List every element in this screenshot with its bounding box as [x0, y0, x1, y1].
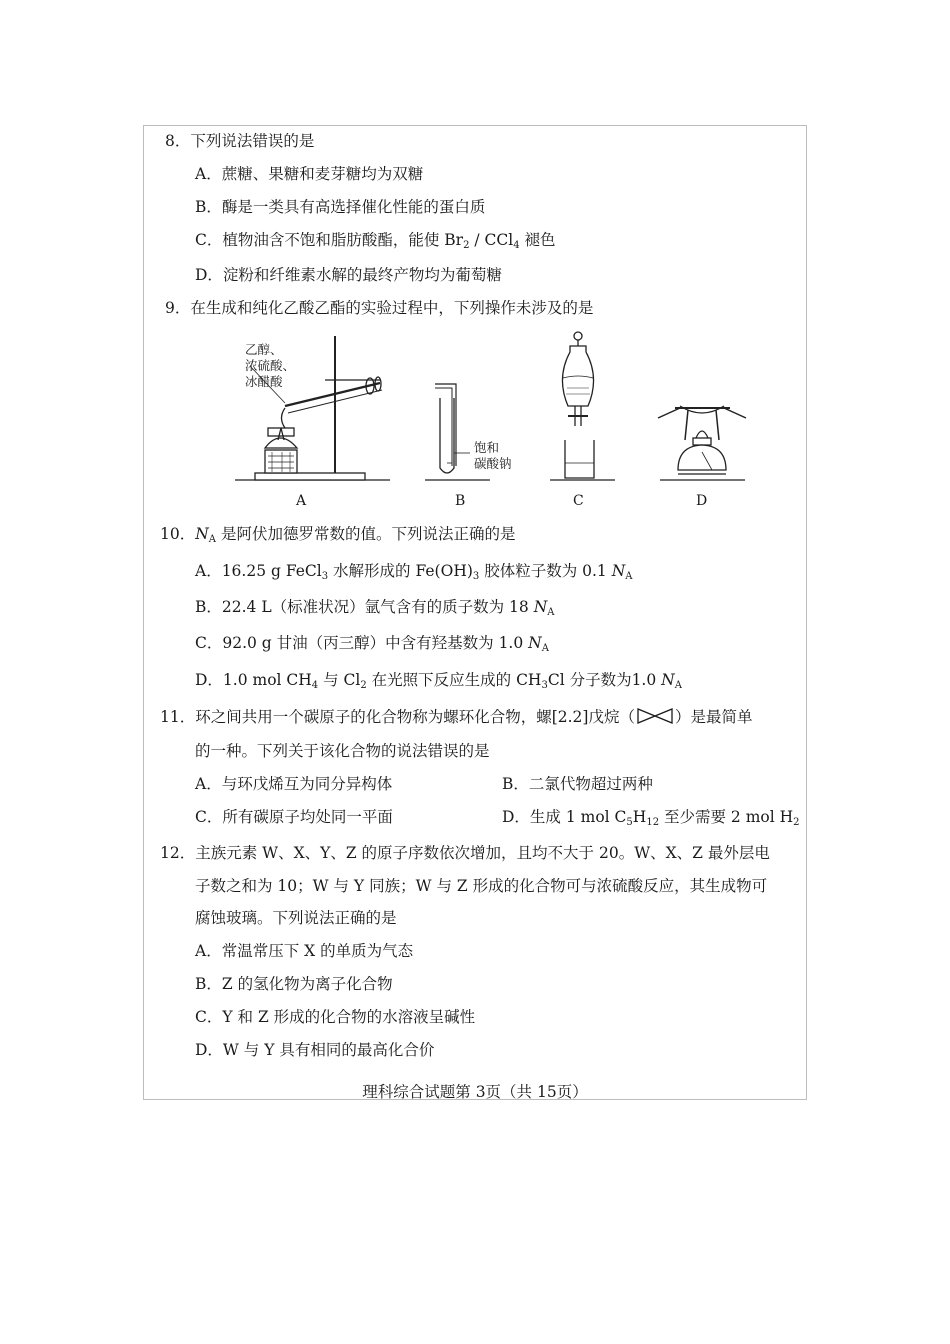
- q12-stem-line-3: 腐蚀玻璃。下列说法正确的是: [195, 909, 397, 927]
- q12-option-a: A．常温常压下 X 的单质为气态: [195, 942, 414, 960]
- caption-c: C: [573, 493, 584, 509]
- q10-option-a: A．16.25 g FeCl$_3$ 水解形成的 $Fe(OH)_3$ 胶体粒子数为 0.1 $N_A$: [195, 562, 633, 582]
- q9-stem: 9．在生成和纯化乙酸乙酯的实验过程中，下列操作未涉及的是: [165, 299, 594, 317]
- label-a-reagent-1: 乙醇、: [245, 342, 283, 357]
- q8-option-d: D．淀粉和纤维素水解的最终产物均为葡萄糖: [195, 266, 502, 284]
- label-a-reagent-2: 浓硫酸、: [245, 358, 296, 373]
- q10-option-d: D．1.0 mol $CH_4$ 与 $Cl_2$ 在光照下反应生成的 $CH_3Cl$ 分子数为1.0 $N_A$: [195, 671, 682, 691]
- caption-d: D: [696, 493, 708, 509]
- q12-option-d: D．W 与 Y 具有相同的最高化合价: [195, 1041, 435, 1059]
- q8-option-b: B．酶是一类具有高选择催化性能的蛋白质: [195, 198, 486, 216]
- spiropentane-structure-icon: [635, 707, 675, 725]
- label-b-reagent-2: 碳酸钠: [474, 456, 512, 471]
- q12-option-c: C．Y 和 Z 形成的化合物的水溶液呈碱性: [195, 1008, 476, 1026]
- caption-a: A: [296, 493, 307, 509]
- q12-option-b: B．Z 的氢化物为离子化合物: [195, 975, 393, 993]
- q8-option-a: A．蔗糖、果糖和麦芽糖均为双糖: [195, 165, 424, 183]
- q10-option-b: B．22.4 L（标准状况）氩气含有的质子数为 18 $N_A$: [195, 598, 555, 618]
- page-footer: 理科综合试题第 3页（共 15页）: [362, 1083, 588, 1101]
- q8-stem: 8．下列说法错误的是: [165, 132, 315, 150]
- q11-option-c: C．所有碳原子均处同一平面: [195, 808, 393, 826]
- q10-stem: 10．$N_A$ 是阿伏加德罗常数的值。下列说法正确的是: [160, 525, 516, 545]
- apparatus-c-drawing: [550, 332, 615, 480]
- q8-option-c: C．植物油含不饱和脂肪酸酯，能使 $Br_2 / CCl_4$ 褪色: [195, 231, 556, 251]
- q12-stem-line-1: 12．主族元素 W、X、Y、Z 的原子序数依次增加，且均不大于 20。W、X、Z 最外层电: [160, 844, 770, 862]
- q9-apparatus-figure: [230, 328, 750, 513]
- q10-option-c: C．92.0 g 甘油（丙三醇）中含有羟基数为 1.0 $N_A$: [195, 634, 549, 654]
- caption-b: B: [455, 493, 466, 509]
- q11-option-d: D．生成 1 mol $C_5H_{12}$ 至少需要 2 mol $H_2$: [502, 808, 800, 828]
- apparatus-d-drawing: [658, 406, 746, 480]
- label-a-reagent-3: 冰醋酸: [245, 374, 283, 389]
- q11-option-b: B．二氯代物超过两种: [502, 775, 653, 793]
- q12-stem-line-2: 子数之和为 10；W 与 Y 同族；W 与 Z 形成的化合物可与浓硫酸反应，其生成物可: [195, 877, 768, 895]
- apparatus-drawings: [230, 328, 750, 513]
- q11-stem-line-2: 的一种。下列关于该化合物的说法错误的是: [195, 742, 490, 760]
- q11-option-a: A．与环戊烯互为同分异构体: [195, 775, 393, 793]
- label-b-reagent-1: 饱和: [474, 440, 500, 455]
- q11-stem-line-1: 11．环之间共用一个碳原子的化合物称为螺环化合物，螺[2.2]戊烷（ ）是最简单: [160, 708, 753, 726]
